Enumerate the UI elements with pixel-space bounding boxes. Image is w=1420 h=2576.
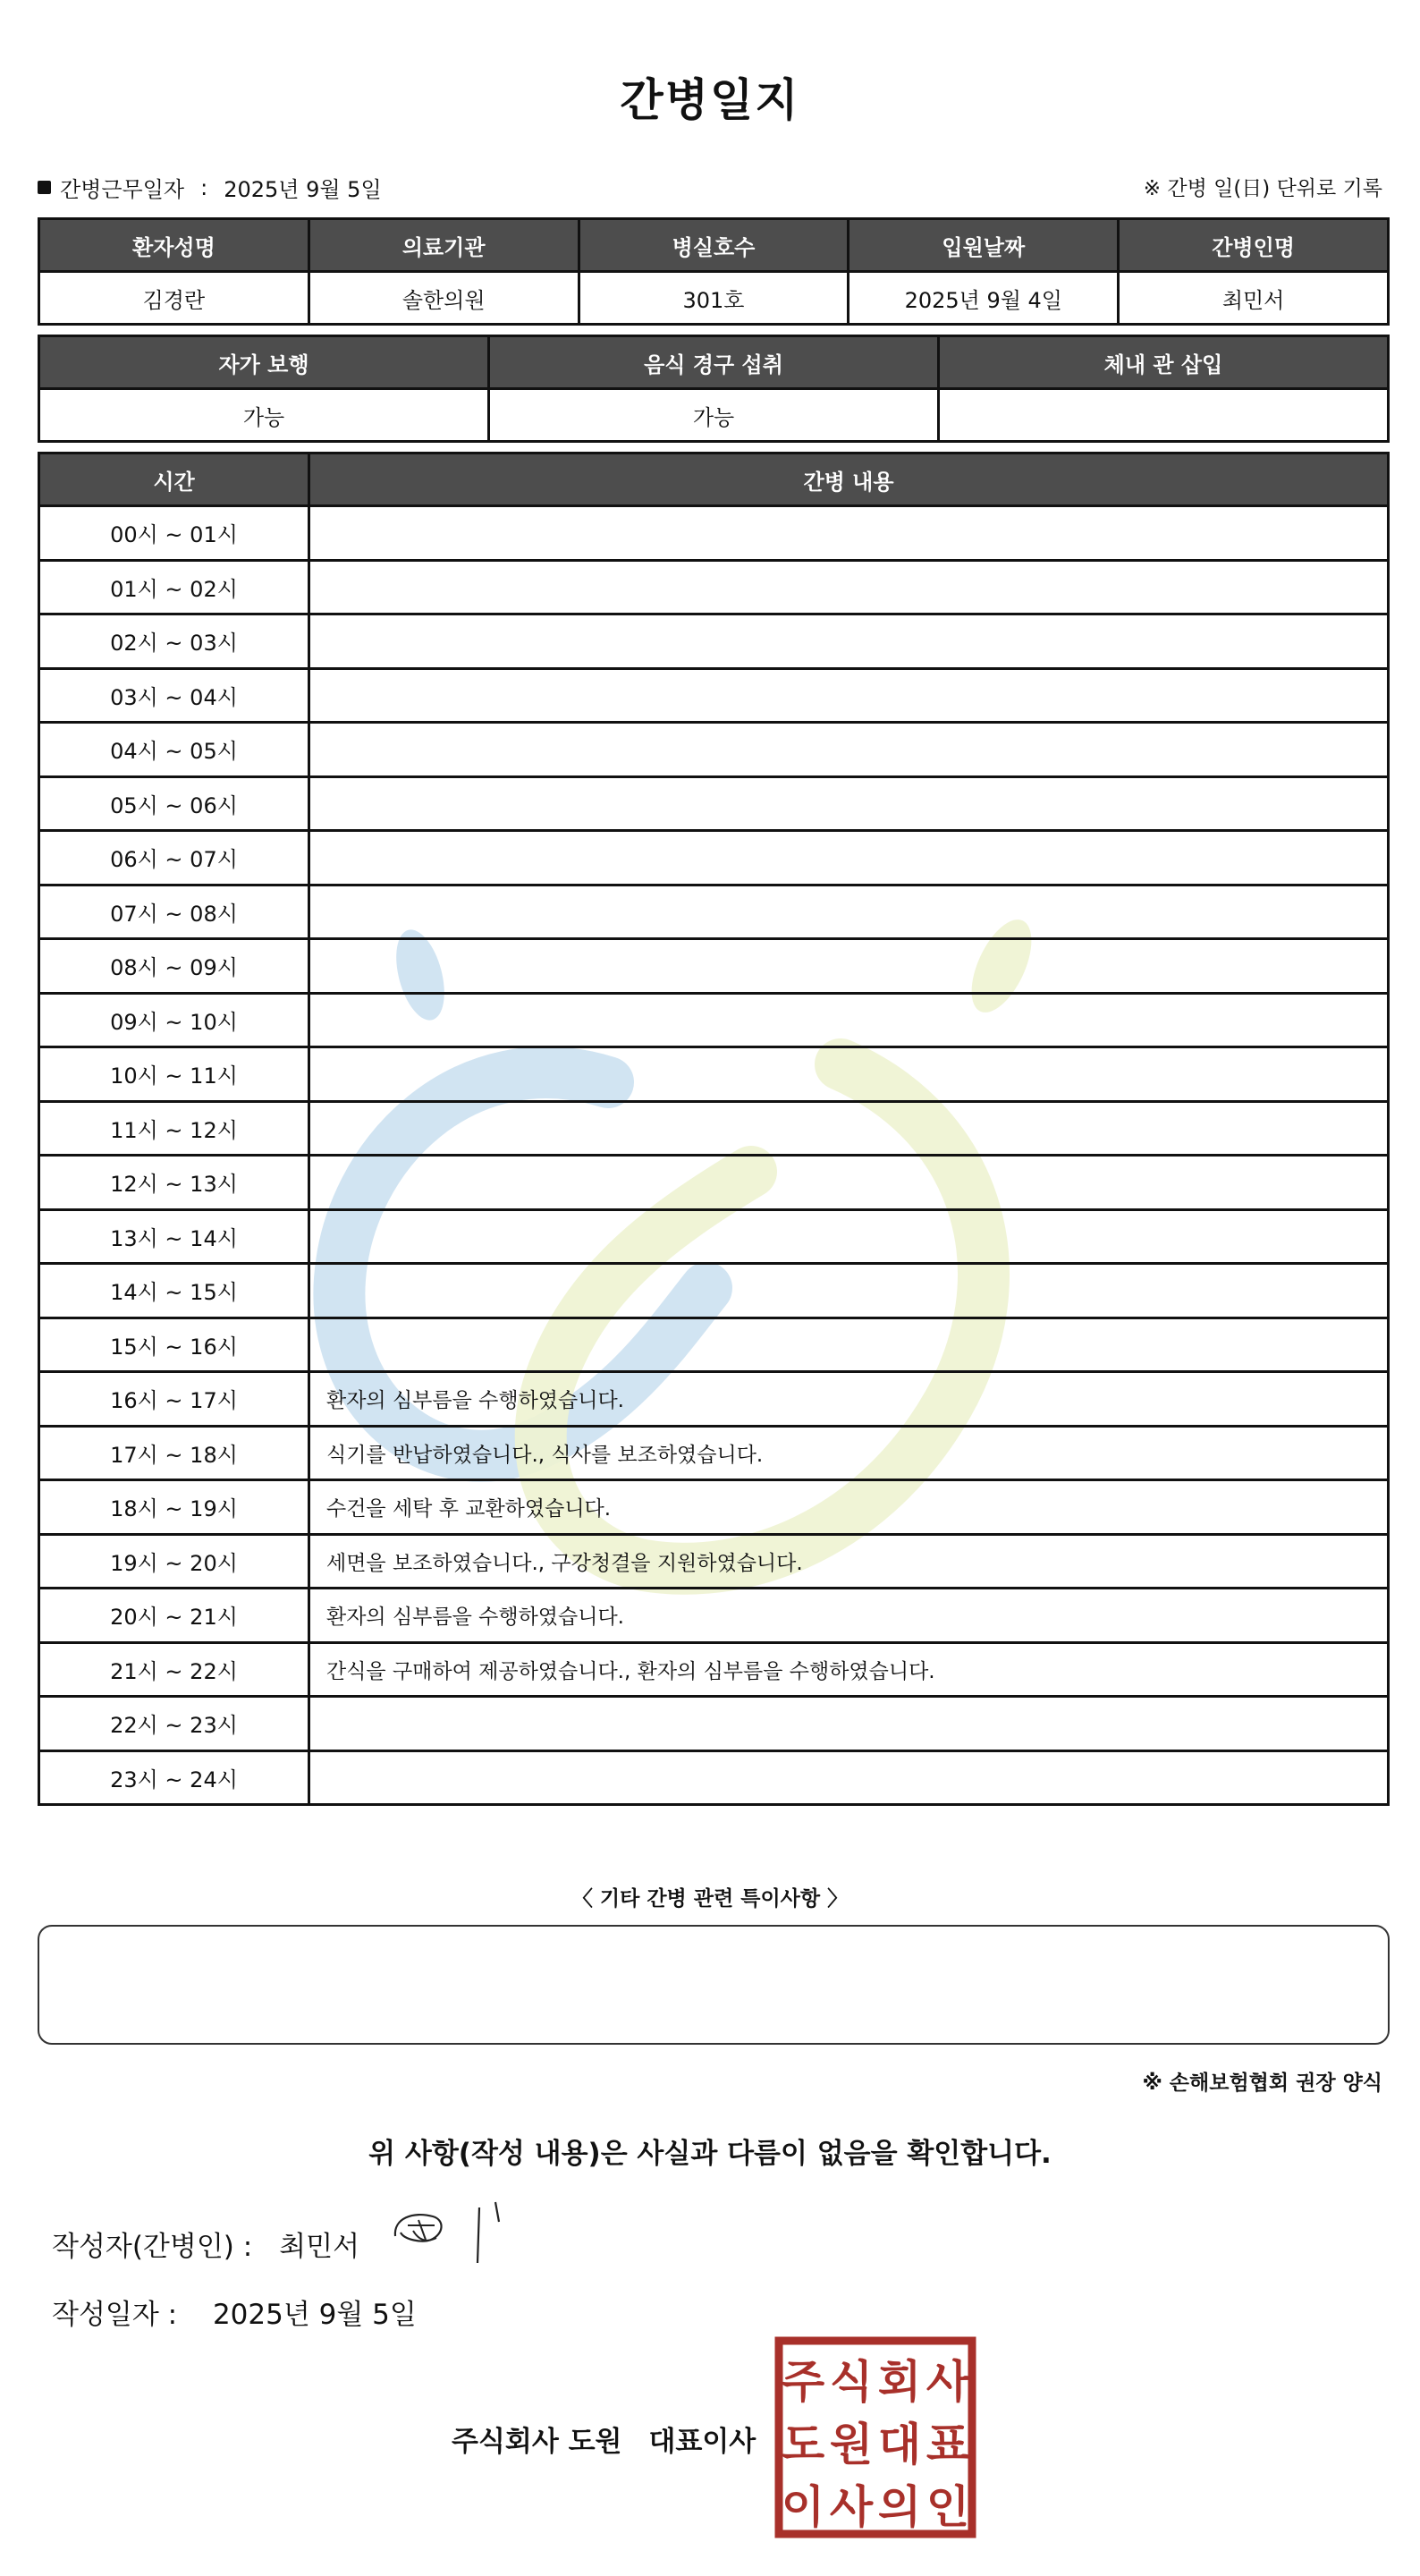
patient-value-row [39, 272, 1389, 325]
header-caregiver: 간병인명 [1119, 219, 1389, 272]
log-time: 13시 ~ 14시 [39, 1209, 309, 1264]
seal-char: 회 [877, 2356, 922, 2408]
log-content [309, 1264, 1389, 1318]
header-admission-date: 입원날짜 [849, 219, 1119, 272]
log-content [309, 1047, 1389, 1102]
log-content [309, 614, 1389, 669]
seal-char: 사 [829, 2481, 874, 2533]
log-time: 11시 ~ 12시 [39, 1101, 309, 1156]
log-content: 수건을 세탁 후 교환하였습니다. [309, 1480, 1389, 1535]
log-time: 16시 ~ 17시 [39, 1372, 309, 1427]
log-row [39, 1426, 1389, 1480]
log-row [39, 506, 1389, 561]
log-time: 03시 ~ 04시 [39, 668, 309, 723]
log-time: 09시 ~ 10시 [39, 993, 309, 1047]
log-row [39, 1047, 1389, 1102]
notes-title: 〈 기타 간병 관련 특이사항 〉 [571, 1887, 849, 1911]
log-time: 10시 ~ 11시 [39, 1047, 309, 1102]
log-content [309, 1101, 1389, 1156]
log-row [39, 1372, 1389, 1427]
log-time: 20시 ~ 21시 [39, 1589, 309, 1643]
patient-name: 김경란 [39, 272, 309, 325]
log-row [39, 1264, 1389, 1318]
log-row [39, 1101, 1389, 1156]
header-hospital: 의료기관 [309, 219, 579, 272]
log-content [309, 506, 1389, 561]
room-number: 301호 [579, 272, 849, 325]
log-row [39, 614, 1389, 669]
caregiver-name: 최민서 [1119, 272, 1389, 325]
log-row [39, 723, 1389, 777]
log-time: 23시 ~ 24시 [39, 1750, 309, 1805]
log-row [39, 1318, 1389, 1372]
header-oral-intake: 음식 경구 섭취 [489, 336, 939, 389]
work-date-value: 2025년 9월 5일 [224, 177, 382, 202]
writer-line [52, 2224, 359, 2264]
log-row [39, 1697, 1389, 1751]
seal-char: 원 [829, 2419, 874, 2470]
log-row [39, 1750, 1389, 1805]
seal-char: 주 [781, 2356, 825, 2408]
walking-value: 가능 [39, 389, 489, 442]
log-content: 간식을 구매하여 제공하였습니다., 환자의 심부름을 수행하였습니다. [309, 1642, 1389, 1697]
company-line [452, 2419, 756, 2459]
log-content: 식기를 반납하였습니다., 식사를 보조하였습니다. [309, 1426, 1389, 1480]
log-time: 18시 ~ 19시 [39, 1480, 309, 1535]
written-date-label: 작성일자 : [52, 2299, 178, 2331]
log-content [309, 885, 1389, 939]
bullet-square-icon [38, 181, 51, 194]
seal-char: 식 [829, 2356, 874, 2408]
care-log-table [38, 452, 1390, 1806]
log-row [39, 1642, 1389, 1697]
tube-value [939, 389, 1389, 442]
header-content: 간병 내용 [309, 453, 1389, 506]
log-row [39, 776, 1389, 831]
log-content: 환자의 심부름을 수행하였습니다. [309, 1372, 1389, 1427]
log-rows [39, 506, 1389, 1805]
log-row [39, 560, 1389, 614]
work-date-line [38, 172, 382, 203]
header-room: 병실호수 [579, 219, 849, 272]
written-date-value: 2025년 9월 5일 [212, 2299, 417, 2331]
log-time: 15시 ~ 16시 [39, 1318, 309, 1372]
log-row [39, 831, 1389, 886]
patient-header-row [39, 219, 1389, 272]
page-title: 간병일지 [620, 74, 800, 126]
header-patient-name: 환자성명 [39, 219, 309, 272]
log-content [309, 1750, 1389, 1805]
log-content [309, 1156, 1389, 1210]
log-row [39, 1480, 1389, 1535]
writer-name: 최민서 [279, 2231, 360, 2263]
log-time: 05시 ~ 06시 [39, 776, 309, 831]
log-row [39, 1156, 1389, 1210]
log-time: 12시 ~ 13시 [39, 1156, 309, 1210]
status-header-row [39, 336, 1389, 389]
patient-status-table [38, 335, 1390, 443]
log-content [309, 776, 1389, 831]
log-time: 06시 ~ 07시 [39, 831, 309, 886]
log-content [309, 939, 1389, 994]
writer-label: 작성자(간병인) : [52, 2231, 253, 2263]
hospital-name: 솔한의원 [309, 272, 579, 325]
written-date-line [52, 2292, 417, 2332]
log-row [39, 939, 1389, 994]
log-time: 00시 ~ 01시 [39, 506, 309, 561]
seal-char: 의 [877, 2481, 922, 2533]
header-walking: 자가 보행 [39, 336, 489, 389]
log-time: 17시 ~ 18시 [39, 1426, 309, 1480]
log-row [39, 1534, 1389, 1589]
log-time: 08시 ~ 09시 [39, 939, 309, 994]
log-row [39, 885, 1389, 939]
recommend-note: ※ 손해보험협회 권장 양식 [1142, 2072, 1382, 2095]
log-row [39, 1209, 1389, 1264]
log-time: 04시 ~ 05시 [39, 723, 309, 777]
confirmation-statement: 위 사항(작성 내용)은 사실과 다름이 없음을 확인합니다. [368, 2138, 1052, 2170]
status-value-row [39, 389, 1389, 442]
signature-icon [386, 2199, 511, 2270]
log-time: 02시 ~ 03시 [39, 614, 309, 669]
log-content [309, 993, 1389, 1047]
log-time: 19시 ~ 20시 [39, 1534, 309, 1589]
log-content [309, 1209, 1389, 1264]
log-content: 환자의 심부름을 수행하였습니다. [309, 1589, 1389, 1643]
log-content [309, 1697, 1389, 1751]
work-date-label: 간병근무일자 [60, 177, 185, 202]
admission-date: 2025년 9월 4일 [849, 272, 1119, 325]
log-content: 세면을 보조하였습니다., 구강청결을 지원하였습니다. [309, 1534, 1389, 1589]
notes-box [38, 1925, 1390, 2045]
company-rep: 대표이사 [648, 2426, 756, 2458]
log-content [309, 831, 1389, 886]
seal-char: 대 [877, 2419, 922, 2470]
log-time: 14시 ~ 15시 [39, 1264, 309, 1318]
seal-char: 사 [926, 2356, 970, 2408]
log-content [309, 1318, 1389, 1372]
log-row [39, 668, 1389, 723]
unit-note: ※ 간병 일(日) 단위로 기록 [1143, 177, 1382, 200]
log-row [39, 1589, 1389, 1643]
oral-intake-value: 가능 [489, 389, 939, 442]
log-row [39, 993, 1389, 1047]
patient-info-table [38, 217, 1390, 326]
log-time: 22시 ~ 23시 [39, 1697, 309, 1751]
seal-char: 이 [781, 2481, 825, 2533]
seal-char: 인 [926, 2481, 970, 2533]
log-content [309, 723, 1389, 777]
log-time: 01시 ~ 02시 [39, 560, 309, 614]
log-header-row [39, 453, 1389, 506]
header-time: 시간 [39, 453, 309, 506]
log-content [309, 668, 1389, 723]
log-time: 07시 ~ 08시 [39, 885, 309, 939]
work-date-separator: : [200, 174, 208, 200]
header-tube: 체내 관 삽입 [939, 336, 1389, 389]
company-name: 주식회사 도원 [452, 2426, 622, 2458]
log-content [309, 560, 1389, 614]
company-seal-icon [774, 2336, 976, 2538]
seal-char: 도 [781, 2419, 825, 2470]
log-time: 21시 ~ 22시 [39, 1642, 309, 1697]
seal-char: 표 [926, 2419, 970, 2470]
